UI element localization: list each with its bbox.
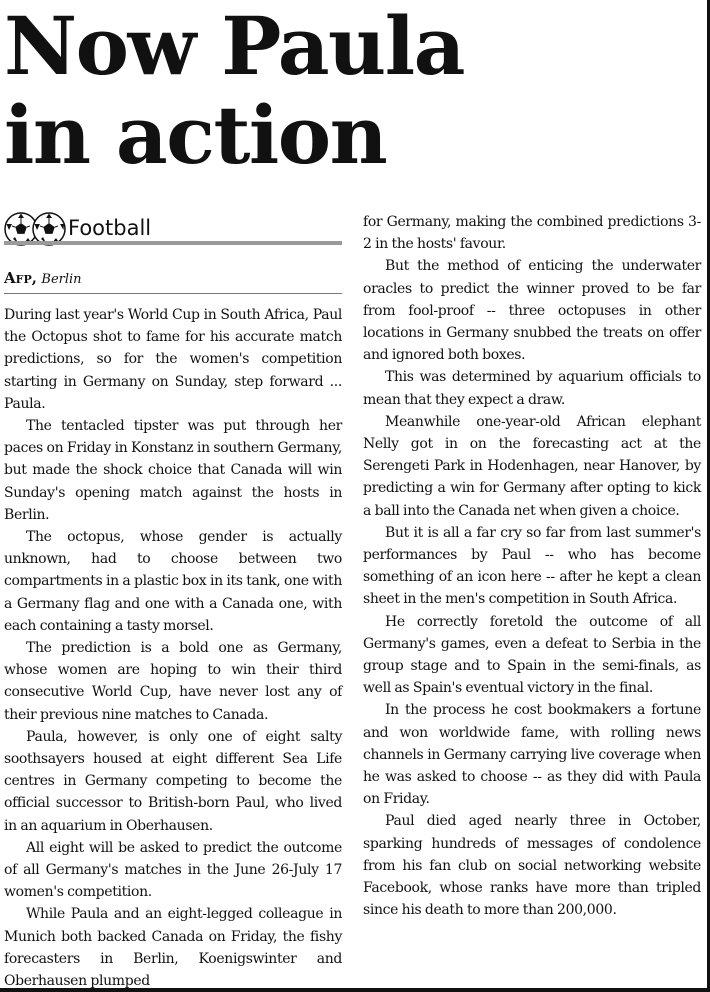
paragraph: In the process he cost bookmakers a fortune and won worldwide fame, with rolling news channels in Germany carrying live coverage when he was asked to choose -- as they did with Paula on Friday. <box>363 702 701 808</box>
right-column <box>363 211 701 922</box>
section-label: Football <box>68 216 152 240</box>
paragraph: While Paula and an eight-legged colleague in Munich both backed Canada on Friday, the fishy forecasters in Berlin, Koenigswinter and Oberhausen plumped <box>4 906 342 990</box>
paragraph: Paula, however, is only one of eight salty soothsayers housed at eight different Sea Life centres in Germany competing to become the official successor to British-born Paul, who lived in an aquarium in Oberhausen. <box>4 728 342 834</box>
headline-line-2: in action <box>4 88 387 182</box>
byline-agency: Afp, <box>4 269 37 287</box>
byline-place: Berlin <box>41 272 82 287</box>
paragraph: He correctly foretold the outcome of all Germany's games, even a defeat to Serbia in the group stage and to Spain in the semi-finals, as well as Spain's eventual victory in the final. <box>363 613 701 697</box>
byline <box>4 269 342 287</box>
left-column <box>4 304 342 992</box>
paragraph: All eight will be asked to predict the outcome of all Germany's matches in the June 26-July 17 women's competition. <box>4 839 342 901</box>
paragraph: Meanwhile one-year-old African elephant Nelly got in on the forecasting act at the Serengeti Park in Hodenhagen, near Hanover, by predicting a win for Germany after opting to kick a ball into the Canada net when given a choice. <box>363 413 701 519</box>
paragraph: The octopus, whose gender is actually unknown, had to choose between two compartments in a plastic box in its tank, one with a Germany flag and one with a Canada one, with each containing a tasty morsel. <box>4 529 342 634</box>
paragraph: The prediction is a bold one as Germany, whose women are hoping to win their third consecutive World Cup, have never lost any of their previous nine matches to Canada. <box>4 640 342 723</box>
paragraph-continuation: for Germany, making the combined predictions 3-2 in the hosts' favour. <box>363 214 701 253</box>
headline <box>4 2 704 180</box>
paragraph: But it is all a far cry so far from last summer's performances by Paul -- who has become something of an icon here -- after he kept a clean sheet in the men's competition in South Africa. <box>363 524 701 608</box>
paragraph: But the method of enticing the underwater oracles to predict the winner proved to be far from fool-proof -- three octopuses in other locations in Germany snubbed the treats on offer and ignored both boxes. <box>363 258 701 364</box>
paragraph: The tentacled tipster was put through her paces on Friday in Konstanz in southern Germany, but made the shock choice that Canada will win Sunday's opening match against the hosts in Berlin. <box>4 418 342 523</box>
section-rule <box>4 241 342 245</box>
byline-rule <box>4 293 342 294</box>
section-tag <box>4 212 342 248</box>
paragraph: Paul died aged nearly three in October, sparking hundreds of messages of condolence from his fan club on social networking website Facebook, whose ranks have more than tripled since his death to more than 200,000. <box>363 813 701 919</box>
paragraph: During last year's World Cup in South Africa, Paul the Octopus shot to fame for his accurate match predictions, so for the women's competition starting in Germany on Sunday, step forward ... Paula. <box>4 307 342 412</box>
paragraph: This was determined by aquarium officials to mean that they expect a draw. <box>363 369 701 408</box>
headline-line-1: Now Paula <box>4 0 464 93</box>
